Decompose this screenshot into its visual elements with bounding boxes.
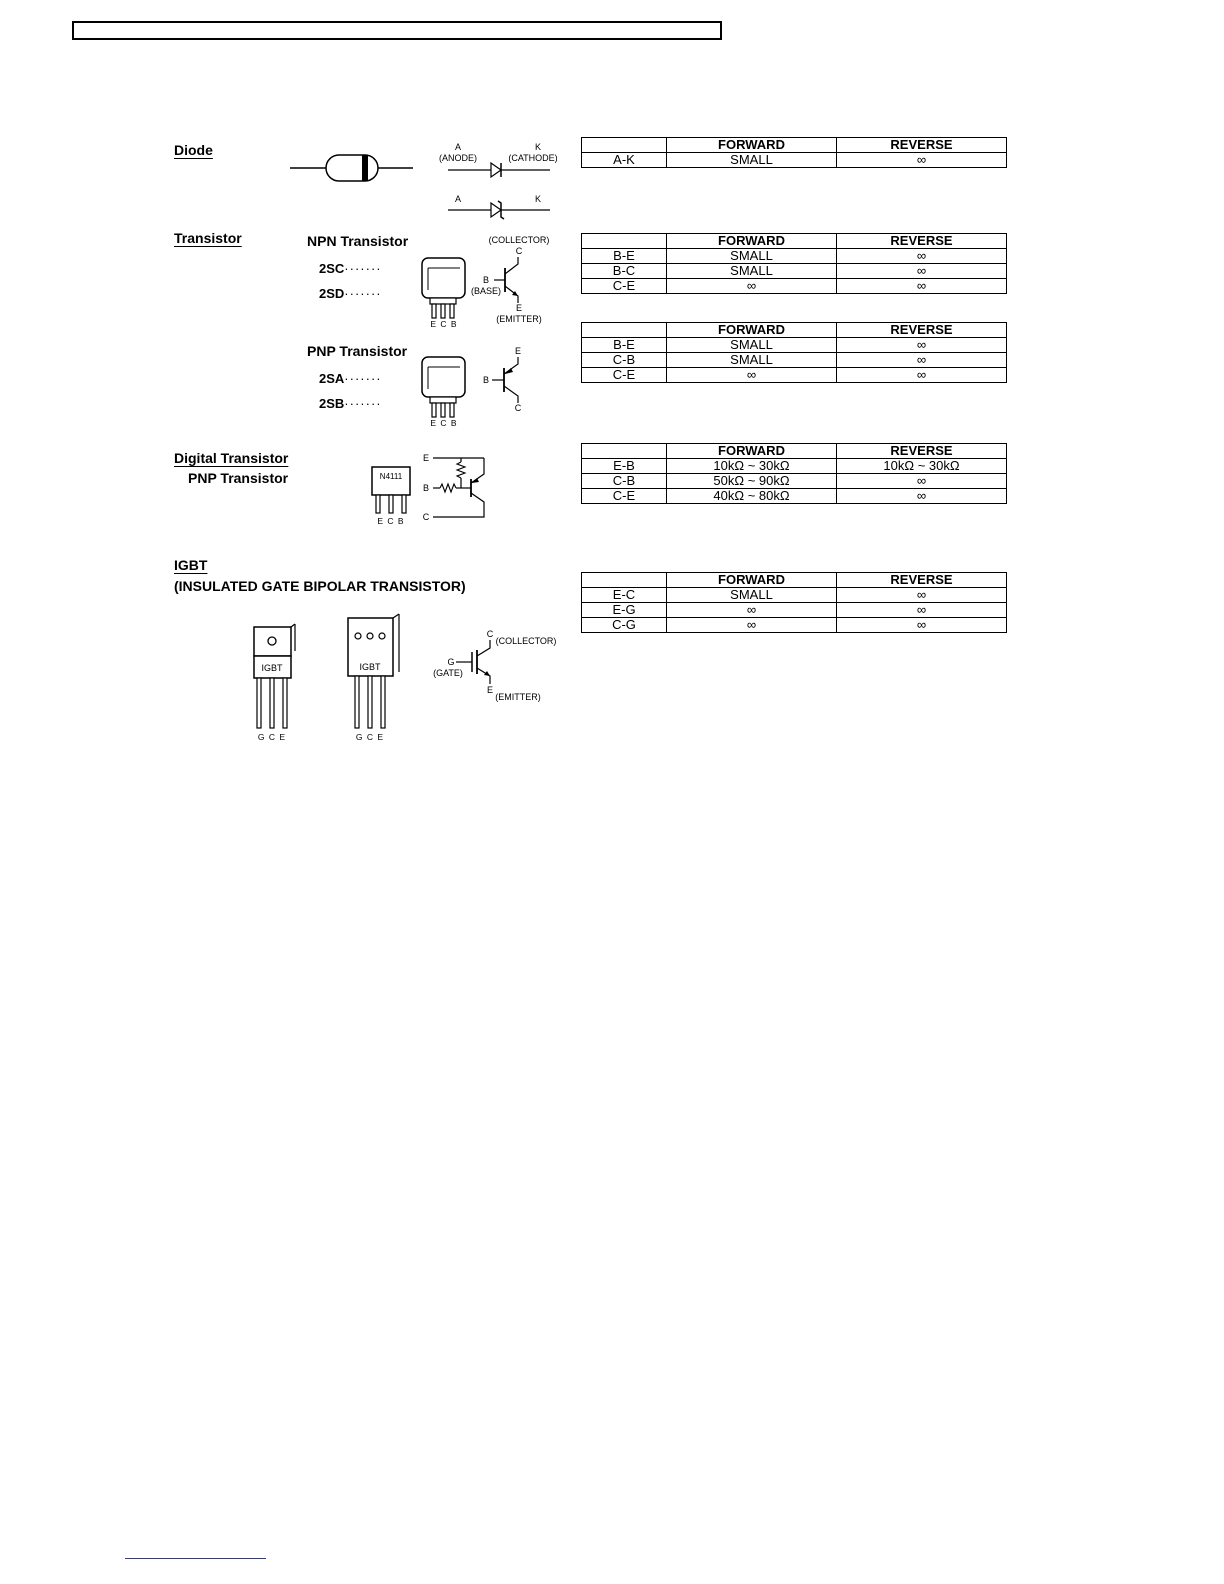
digital-package-drawing [370,465,415,530]
igbt-symbol [430,626,565,706]
igbt-heading: IGBT [174,557,208,573]
table-row [582,603,1007,618]
table-cell: ∞ [837,489,1007,504]
table-header-cell [582,573,667,588]
digital-transistor-subtitle: PNP Transistor [188,470,289,486]
table-cell: ∞ [667,279,837,294]
table-row [582,353,1007,368]
table-cell: SMALL [667,338,837,353]
table-header-row [582,444,1007,459]
table-row [582,368,1007,383]
diode-heading: Diode [174,142,213,158]
table-cell: SMALL [667,264,837,279]
table-cell: ∞ [837,353,1007,368]
zener-label-k: K [534,194,542,204]
npn-label-c: C [515,246,523,256]
pnp-label-b: B [482,375,490,385]
npn-label-b: B [482,275,490,285]
table-cell: ∞ [837,368,1007,383]
table-header-cell [582,444,667,459]
table-cell: ∞ [837,249,1007,264]
table-row [582,459,1007,474]
igbt-package-2-label: IGBT [359,662,381,672]
igbt-label-g: G [447,657,455,667]
npn-label-e: E [515,303,523,313]
table-header-cell: FORWARD [667,573,837,588]
table-cell: ∞ [837,588,1007,603]
table-cell: C-E [582,368,667,383]
npn-label-collector: (COLLECTOR) [488,235,550,245]
table-header-cell [582,138,667,153]
igbt-resistance-table [581,572,1007,633]
igbt-label-collector: (COLLECTOR) [495,636,557,646]
table-row [582,618,1007,633]
diode-package-drawing [288,150,418,190]
table-row [582,489,1007,504]
table-cell: B-E [582,249,667,264]
igbt-package-1-pins: G C E [257,732,287,742]
table-cell: C-E [582,279,667,294]
table-row [582,474,1007,489]
table-header-cell: REVERSE [837,234,1007,249]
pnp-resistance-table [581,322,1007,383]
igbt-package-drawing-1 [250,624,300,744]
diode-label-k: K [534,142,542,152]
zener-label-a: A [454,194,462,204]
table-cell: ∞ [837,264,1007,279]
diode-label-cathode: (CATHODE) [508,153,558,163]
table-row [582,153,1007,168]
page-header-bar [72,21,722,40]
table-header-cell: FORWARD [667,323,837,338]
table-row [582,279,1007,294]
table-cell: ∞ [837,153,1007,168]
pnp-title: PNP Transistor [307,343,408,359]
npn-label-base: (BASE) [470,286,502,296]
table-header-cell: REVERSE [837,573,1007,588]
table-cell: C-B [582,474,667,489]
npn-part-2sc: 2SC······· [319,261,382,276]
igbt-package-drawing-2 [344,614,404,744]
table-cell: E-G [582,603,667,618]
table-cell: B-C [582,264,667,279]
table-cell: C-G [582,618,667,633]
table-cell: 50kΩ ~ 90kΩ [667,474,837,489]
table-cell: ∞ [837,603,1007,618]
table-cell: 10kΩ ~ 30kΩ [667,459,837,474]
digital-label-c: C [422,512,430,522]
table-cell: SMALL [667,249,837,264]
npn-package-drawing [420,256,470,331]
npn-label-emitter: (EMITTER) [496,314,542,324]
table-cell: ∞ [837,279,1007,294]
table-cell: ∞ [667,368,837,383]
table-header-cell: REVERSE [837,323,1007,338]
igbt-label-e: E [486,685,494,695]
table-cell: ∞ [667,603,837,618]
igbt-subtitle: (INSULATED GATE BIPOLAR TRANSISTOR) [174,578,466,594]
table-header-cell: FORWARD [667,444,837,459]
igbt-package-2-pins: G C E [355,732,385,742]
table-header-cell [582,323,667,338]
npn-pin-labels: E C B [430,319,458,329]
npn-resistance-table [581,233,1007,294]
table-cell: E-B [582,459,667,474]
digital-transistor-symbol [420,450,495,522]
igbt-label-c: C [486,629,494,639]
digital-transistor-heading: Digital Transistor [174,450,289,466]
igbt-label-emitter: (EMITTER) [495,692,541,702]
diode-resistance-table [581,137,1007,168]
table-cell: C-E [582,489,667,504]
table-header-cell: REVERSE [837,138,1007,153]
table-cell: 10kΩ ~ 30kΩ [837,459,1007,474]
pnp-package-drawing [420,355,470,430]
table-header-cell: FORWARD [667,138,837,153]
pnp-label-e: E [514,346,522,356]
diode-label-anode: (ANODE) [439,153,477,163]
table-header-cell: FORWARD [667,234,837,249]
digital-resistance-table [581,443,1007,504]
table-cell: ∞ [837,338,1007,353]
digital-label-b: B [422,483,430,493]
table-cell: E-C [582,588,667,603]
table-header-row [582,138,1007,153]
pnp-symbol [478,343,538,418]
transistor-heading: Transistor [174,230,242,246]
table-cell: A-K [582,153,667,168]
diode-symbol [438,140,568,230]
igbt-label-gate: (GATE) [433,668,463,678]
table-header-row [582,323,1007,338]
table-row [582,588,1007,603]
npn-part-2sd: 2SD······· [319,286,382,301]
digital-label-e: E [422,453,430,463]
digital-pin-labels: E C B [377,516,405,526]
table-row [582,264,1007,279]
table-row [582,338,1007,353]
pnp-pin-labels: E C B [430,418,458,428]
table-cell: ∞ [667,618,837,633]
table-header-row [582,234,1007,249]
table-row [582,249,1007,264]
pnp-label-c: C [514,403,522,413]
table-cell: ∞ [837,474,1007,489]
npn-symbol [468,234,558,329]
table-cell: SMALL [667,153,837,168]
table-cell: SMALL [667,588,837,603]
npn-title: NPN Transistor [307,233,409,249]
pnp-part-2sa: 2SA······· [319,371,382,386]
digital-chip-label: N4111 [379,472,403,481]
table-cell: B-E [582,338,667,353]
table-cell: ∞ [837,618,1007,633]
table-header-cell [582,234,667,249]
table-header-cell: REVERSE [837,444,1007,459]
table-cell: C-B [582,353,667,368]
footer-link-underline [125,1558,266,1559]
table-header-row [582,573,1007,588]
igbt-package-1-label: IGBT [261,663,283,673]
diode-label-a: A [454,142,462,152]
pnp-part-2sb: 2SB······· [319,396,382,411]
table-cell: 40kΩ ~ 80kΩ [667,489,837,504]
table-cell: SMALL [667,353,837,368]
